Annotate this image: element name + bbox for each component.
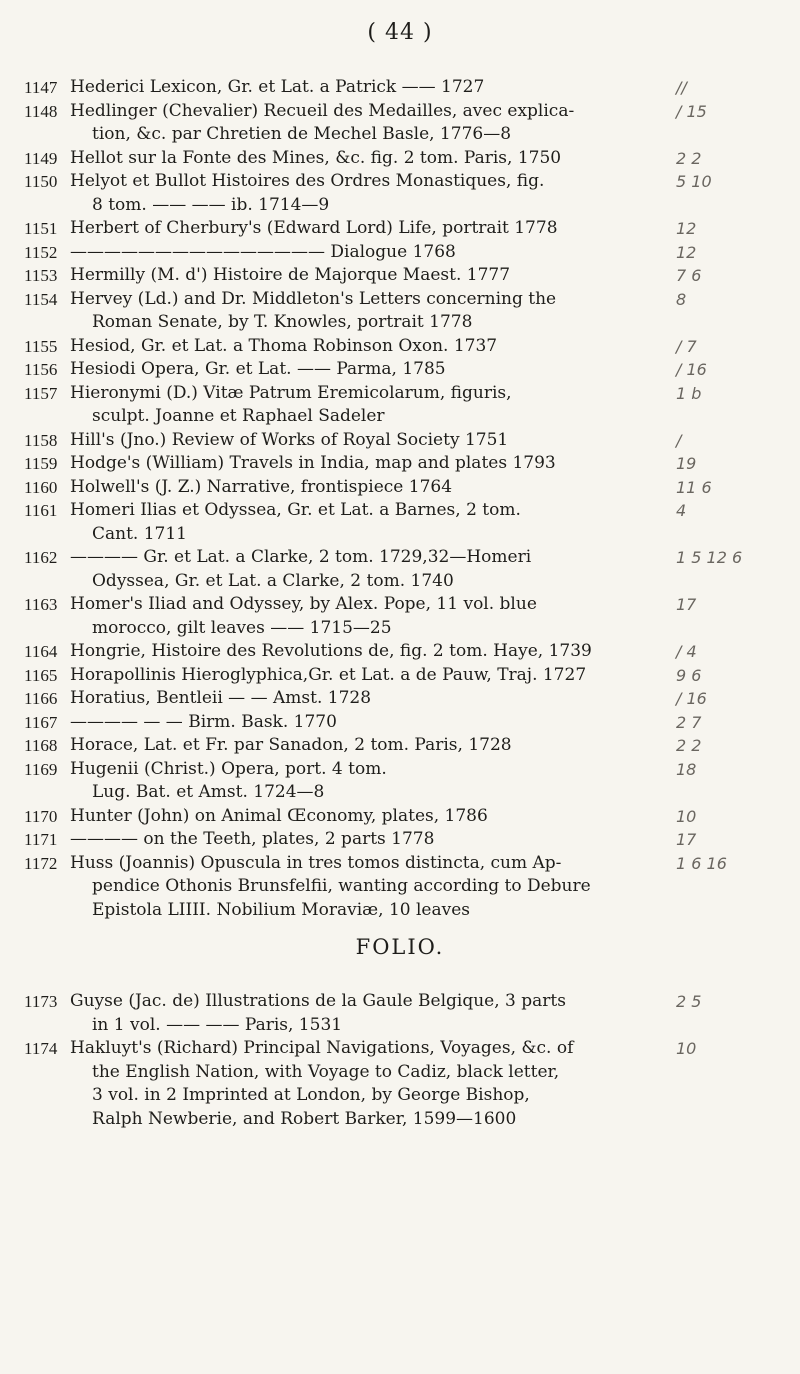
entry-line: ———— — — Birm. Bask. 1770 xyxy=(70,711,337,732)
entry-number: 1173 xyxy=(24,992,58,1011)
entry-number: 1148 xyxy=(24,101,58,121)
entry-line: Hesiod, Gr. et Lat. a Thoma Robinson Oxon. 1737 xyxy=(70,335,498,356)
entry-line: Hellot sur la Fonte des Mines, &c. fig. 2 tom. Paris, 1750 xyxy=(70,147,562,168)
entry-line: Hakluyt's (Richard) Principal Navigations, Voyages, &c. of xyxy=(70,1038,574,1058)
entry-number: 1164 xyxy=(24,642,58,661)
handwritten-price: / 16 xyxy=(676,689,707,708)
entry-line: Herbert of Cherbury's (Edward Lord) Life, portrait 1778 xyxy=(70,218,558,238)
handwritten-price: 2 5 xyxy=(676,992,702,1011)
catalogue-entry xyxy=(24,476,744,500)
entry-number: 1167 xyxy=(24,712,58,732)
catalogue-entry xyxy=(24,758,744,805)
handwritten-price: / 7 xyxy=(676,336,697,356)
handwritten-price: 2 2 xyxy=(676,736,702,755)
entry-number: 1161 xyxy=(24,501,58,520)
catalogue-entry xyxy=(24,288,744,335)
handwritten-price: 8 xyxy=(676,289,687,309)
entry-line: Hermilly (M. d') Histoire de Majorque Maest. 1777 xyxy=(70,265,511,285)
entry-line: Lug. Bat. et Amst. 1724—8 xyxy=(92,782,325,802)
entry-line: Guyse (Jac. de) Illustrations de la Gaule Belgique, 3 parts xyxy=(70,991,566,1011)
handwritten-price: 17 xyxy=(676,595,697,614)
entry-line: Horatius, Bentleii — — Amst. 1728 xyxy=(70,688,372,708)
entry-number: 1152 xyxy=(24,242,58,262)
entry-number: 1171 xyxy=(24,830,58,849)
entry-line: the English Nation, with Voyage to Cadiz, black letter, xyxy=(92,1061,560,1082)
catalogue-entry xyxy=(24,852,744,923)
folio-entries xyxy=(24,990,744,1131)
handwritten-price: 5 10 xyxy=(676,172,712,191)
entry-number: 1159 xyxy=(24,454,58,473)
entry-number: 1147 xyxy=(24,78,58,97)
entry-line: Hodge's (William) Travels in India, map and plates 1793 xyxy=(70,453,556,473)
catalogue-entry xyxy=(24,711,744,735)
entry-line: Hesiodi Opera, Gr. et Lat. —— Parma, 1785 xyxy=(70,359,446,379)
entry-number: 1160 xyxy=(24,477,58,497)
entry-line: Ralph Newberie, and Robert Barker, 1599—1600 xyxy=(92,1108,517,1129)
catalogue-entry xyxy=(24,358,744,382)
catalogue-entry xyxy=(24,147,744,171)
entry-number: 1157 xyxy=(24,383,58,403)
handwritten-price: 12 xyxy=(676,242,697,262)
entry-line: ——————————————— Dialogue 1768 xyxy=(70,241,456,262)
entry-line: Homeri Ilias et Odyssea, Gr. et Lat. a Barnes, 2 tom. xyxy=(70,500,521,520)
entry-line: Helyot et Bullot Histoires des Ordres Monastiques, fig. xyxy=(70,171,545,191)
catalogue-entry xyxy=(24,241,744,265)
entry-line: ———— on the Teeth, plates, 2 parts 1778 xyxy=(70,829,435,849)
entry-number: 1162 xyxy=(24,548,58,567)
entry-line: Cant. 1711 xyxy=(92,523,187,544)
entry-line: Horapollinis Hieroglyphica,Gr. et Lat. a de Pauw, Traj. 1727 xyxy=(70,664,587,685)
octavo-entries xyxy=(24,76,744,922)
catalogue-entry xyxy=(24,734,744,758)
handwritten-price: / 15 xyxy=(676,101,707,121)
catalogue-entry xyxy=(24,100,744,147)
entry-line: Homer's Iliad and Odyssey, by Alex. Pope, 11 vol. blue xyxy=(70,594,537,614)
handwritten-price: 1 b xyxy=(676,383,702,403)
handwritten-price: 9 6 xyxy=(676,665,702,685)
entry-number: 1150 xyxy=(24,172,58,191)
entry-number: 1168 xyxy=(24,736,58,755)
catalogue-entry xyxy=(24,990,744,1037)
handwritten-price: 7 6 xyxy=(676,266,702,285)
catalogue-entry xyxy=(24,429,744,453)
catalogue-entry xyxy=(24,170,744,217)
entry-line: Epistola LIIII. Nobilium Moraviæ, 10 leaves xyxy=(92,899,471,920)
catalogue-entry xyxy=(24,805,744,829)
handwritten-price: 12 xyxy=(676,219,697,238)
handwritten-price: 18 xyxy=(676,759,697,779)
catalogue-entry xyxy=(24,452,744,476)
catalogue-entry xyxy=(24,335,744,359)
entry-number: 1156 xyxy=(24,360,58,379)
catalogue-entry xyxy=(24,640,744,664)
entry-line: Hieronymi (D.) Vitæ Patrum Eremicolarum, figuris, xyxy=(70,382,512,403)
entry-number: 1163 xyxy=(24,595,58,614)
page-number: ( 44 ) xyxy=(367,20,433,45)
entry-line: 3 vol. in 2 Imprinted at London, by George Bishop, xyxy=(92,1085,530,1105)
catalogue-entry xyxy=(24,546,744,593)
entry-line: ———— Gr. et Lat. a Clarke, 2 tom. 1729,32—Homeri xyxy=(70,547,532,567)
catalogue-entry xyxy=(24,1037,744,1131)
catalogue-entry xyxy=(24,664,744,688)
entry-line: Odyssea, Gr. et Lat. a Clarke, 2 tom. 1740 xyxy=(92,570,454,591)
entry-line: Hederici Lexicon, Gr. et Lat. a Patrick —— 1727 xyxy=(70,77,485,97)
handwritten-price: 10 xyxy=(676,1039,697,1058)
entry-number: 1166 xyxy=(24,689,58,708)
entry-line: Holwell's (J. Z.) Narrative, frontispiece 1764 xyxy=(70,476,453,497)
entry-line: Hugenii (Christ.) Opera, port. 4 tom. xyxy=(70,758,387,779)
entry-number: 1151 xyxy=(24,219,58,238)
handwritten-price: / 4 xyxy=(676,642,697,661)
handwritten-price: 2 2 xyxy=(676,148,702,168)
entry-line: Hervey (Ld.) and Dr. Middleton's Letters concerning the xyxy=(70,288,557,309)
handwritten-price: / 16 xyxy=(676,360,707,379)
entry-number: 1149 xyxy=(24,148,58,168)
catalogue-entry xyxy=(24,687,744,711)
catalogue-entry xyxy=(24,264,744,288)
entry-number: 1170 xyxy=(24,806,58,826)
entry-line: Horace, Lat. et Fr. par Sanadon, 2 tom. Paris, 1728 xyxy=(70,735,512,755)
handwritten-price: 2 7 xyxy=(676,712,702,732)
catalogue-entry xyxy=(24,217,744,241)
entry-line: Hunter (John) on Animal Œconomy, plates, 1786 xyxy=(70,805,488,826)
entry-number: 1153 xyxy=(24,266,58,285)
handwritten-price: 4 xyxy=(676,501,687,520)
entry-line: sculpt. Joanne et Raphael Sadeler xyxy=(92,406,385,426)
entry-number: 1169 xyxy=(24,759,58,779)
handwritten-price: / xyxy=(676,430,682,450)
entry-line: Hongrie, Histoire des Revolutions de, fig. 2 tom. Haye, 1739 xyxy=(70,641,592,661)
entry-number: 1154 xyxy=(24,289,58,309)
entry-line: in 1 vol. —— —— Paris, 1531 xyxy=(92,1014,343,1035)
handwritten-price: 10 xyxy=(676,806,697,826)
handwritten-price: 11 6 xyxy=(676,477,712,497)
entry-line: pendice Othonis Brunsfelfii, wanting according to Debure xyxy=(92,876,591,896)
catalogue-entry xyxy=(24,382,744,429)
entry-line: 8 tom. —— —— ib. 1714—9 xyxy=(92,194,330,215)
entry-line: Hedlinger (Chevalier) Recueil des Medailles, avec explica- xyxy=(70,100,575,121)
entry-number: 1172 xyxy=(24,853,58,873)
entry-number: 1165 xyxy=(24,665,58,685)
catalogue-entry xyxy=(24,593,744,640)
handwritten-price: // xyxy=(676,78,687,97)
handwritten-price: 19 xyxy=(676,454,697,473)
catalogue-entry xyxy=(24,828,744,852)
entry-number: 1158 xyxy=(24,430,58,450)
catalogue-entry xyxy=(24,76,744,100)
entry-line: Huss (Joannis) Opuscula in tres tomos distincta, cum Ap- xyxy=(70,852,562,873)
entry-line: Roman Senate, by T. Knowles, portrait 1778 xyxy=(92,312,473,332)
catalogue-entry xyxy=(24,499,744,546)
handwritten-price: 1 5 12 6 xyxy=(676,548,743,567)
handwritten-price: 1 6 16 xyxy=(676,853,727,873)
entry-line: tion, &c. par Chretien de Mechel Basle, 1776—8 xyxy=(92,124,512,144)
entry-number: 1155 xyxy=(24,336,58,356)
section-heading-folio: FOLIO. xyxy=(355,935,445,959)
handwritten-price: 17 xyxy=(676,830,697,849)
entry-line: morocco, gilt leaves —— 1715—25 xyxy=(92,617,392,638)
entry-number: 1174 xyxy=(24,1039,58,1058)
entry-line: Hill's (Jno.) Review of Works of Royal Society 1751 xyxy=(70,429,509,450)
